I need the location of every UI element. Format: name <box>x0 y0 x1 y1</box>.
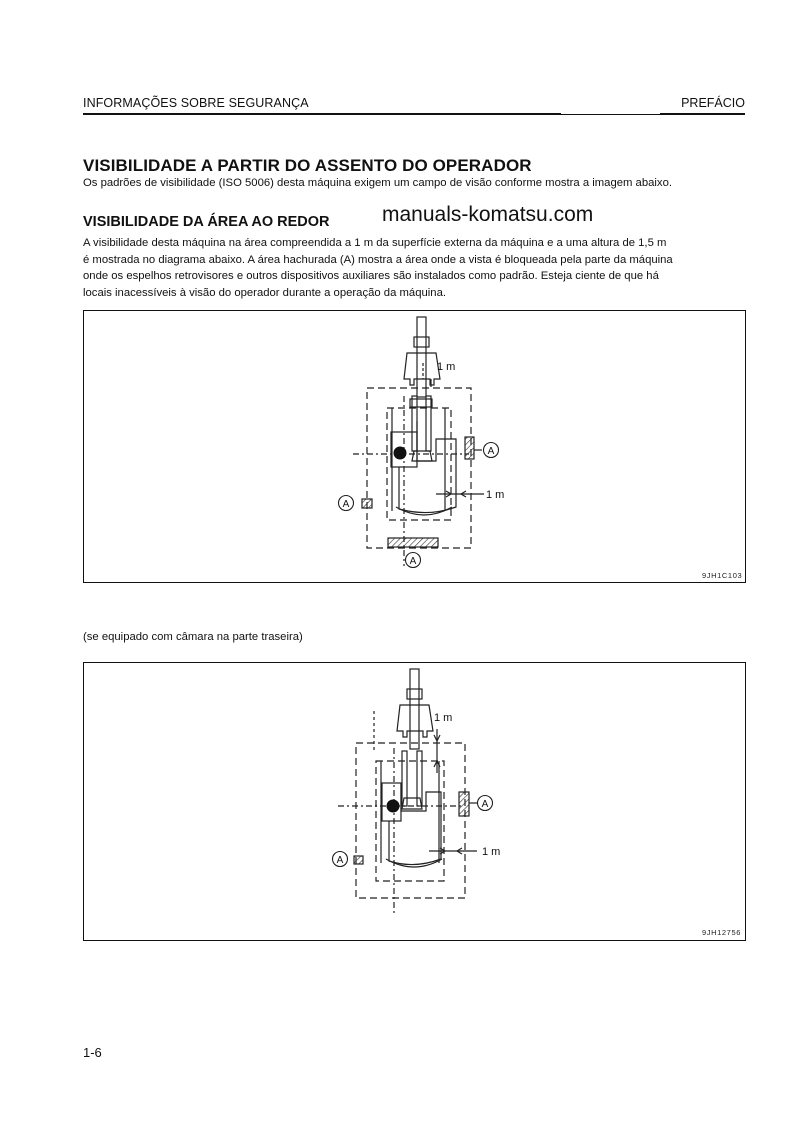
excavator-visibility-diagram-camera <box>84 663 745 940</box>
page-number: 1-6 <box>83 1045 102 1060</box>
excavator-visibility-diagram <box>84 311 745 582</box>
figure-visibility-rear-camera <box>83 662 746 941</box>
header-section-title: INFORMAÇÕES SOBRE SEGURANÇA <box>83 96 309 110</box>
figure-code: 9JH12756 <box>702 928 741 937</box>
dimension-label-top: 1 m <box>437 361 456 373</box>
figure-code: 9JH1C103 <box>702 571 743 580</box>
marker-a-left: A <box>336 855 344 866</box>
body-line: locais inacessíveis à visão do operador durante a operação da máquina. <box>83 286 446 299</box>
figure-visibility-standard <box>83 310 746 583</box>
header-rule <box>83 113 561 115</box>
body-line: é mostrada no diagrama abaixo. A área hachurada (A) mostra a área onde a vista é bloqueada pela parte da máquina <box>83 253 673 266</box>
dimension-label-top: 1 m <box>434 712 453 724</box>
body-paragraph <box>83 235 753 301</box>
section-subtitle: VISIBILIDADE DA ÁREA AO REDOR <box>83 214 330 230</box>
header-rule-thin <box>561 114 660 115</box>
camera-note: (se equipado com câmara na parte traseira) <box>83 631 303 643</box>
marker-a-right: A <box>487 446 495 457</box>
marker-a-left: A <box>342 499 350 510</box>
body-line: A visibilidade desta máquina na área compreendida a 1 m da superfície externa da máquina e a uma altura de 1,5 m <box>83 237 667 249</box>
watermark: manuals-komatsu.com <box>382 203 594 226</box>
header-chapter-title: PREFÁCIO <box>681 96 745 110</box>
body-line: onde os espelhos retrovisores e outros dispositivos auxiliares são instalados como padrão. Esteja ciente de que há <box>83 270 659 282</box>
dimension-label-side: 1 m <box>486 489 505 501</box>
marker-a-bottom: A <box>409 556 417 567</box>
intro-paragraph: Os padrões de visibilidade (ISO 5006) desta máquina exigem um campo de visão conforme mostra a imagem abaixo. <box>83 177 672 189</box>
page-title: VISIBILIDADE A PARTIR DO ASSENTO DO OPERADOR <box>83 156 532 175</box>
header-rule-right <box>660 113 745 115</box>
dimension-label-side: 1 m <box>482 846 501 858</box>
marker-a-right: A <box>481 799 489 810</box>
